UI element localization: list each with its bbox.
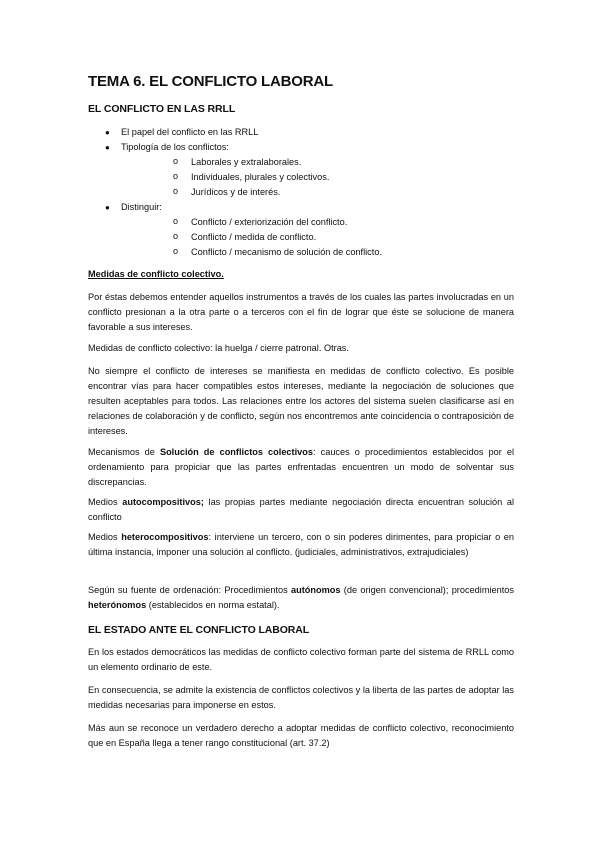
sub-bullet-item [121, 245, 514, 260]
sub-bullet-marker: o [173, 216, 179, 226]
sub-bullet-item [121, 185, 514, 200]
bullet-item [88, 200, 514, 260]
bullet-marker: ● [105, 203, 110, 212]
sub-bullet-text: Conflicto / medida de conflicto. [191, 232, 317, 242]
sub-bullet-text: Conflicto / mecanismo de solución de conflicto. [191, 247, 382, 257]
medidas-heading [88, 267, 514, 282]
section-heading-estado-conflicto: EL ESTADO ANTE EL CONFLICTO LABORAL [88, 624, 310, 636]
bold-term: heterónomos [88, 600, 147, 610]
sub-bullet-item [121, 230, 514, 245]
sub-bullet-marker: o [173, 156, 179, 166]
bullet-text: Distinguir: [121, 202, 162, 212]
sub-bullet-marker: o [173, 171, 179, 181]
sub-bullet-item [121, 170, 514, 185]
topic-bullet-list [88, 125, 514, 260]
fuente-ordenacion-paragraph [88, 583, 514, 613]
sub-bullet-text: Individuales, plurales y colectivos. [191, 172, 330, 182]
estado-paragraph-3: Más aun se reconoce un verdadero derecho a adoptar medidas de conflicto colectivo, reconocimiento que en España llega a tener rango constitucional (art. 37.2) [88, 723, 514, 748]
tipologia-sub-list [121, 155, 514, 200]
autocompositivos-paragraph [88, 495, 514, 525]
text-run: (establecidos en norma estatal). [146, 600, 280, 610]
mecanismos-paragraph [88, 445, 514, 490]
sub-bullet-item [121, 155, 514, 170]
section-heading-conflicto-rrll: EL CONFLICTO EN LAS RRLL [88, 103, 236, 115]
sub-bullet-marker: o [173, 186, 179, 196]
text-run: : interviene un tercero, con o sin poderes dirimentes, para propiciar o en última instancia, imponer una solución al conflicto. (judiciales, administrativos, extrajudiciales) [88, 532, 515, 557]
text-run: Mecanismos de [88, 447, 160, 457]
heterocompositivos-paragraph [88, 530, 514, 560]
text-run: Según su fuente de ordenación: Procedimientos [88, 585, 292, 595]
bullet-marker: ● [105, 128, 110, 137]
text-run: Medios [88, 497, 123, 507]
text-run: Medios [88, 532, 122, 542]
text-run: las propias partes mediante negociación directa encuentran solución al conflicto [88, 497, 514, 522]
bold-term: heterocompositivos [121, 532, 209, 542]
distinguir-sub-list [121, 215, 514, 260]
text-run: : cauces o procedimientos establecidos por el ordenamiento para propiciar que las partes enfrentadas encuentren un modo de solventar sus discrepancias. [88, 447, 514, 487]
document-title: TEMA 6. EL CONFLICTO LABORAL [88, 73, 333, 90]
medidas-paragraph-1: Por éstas debemos entender aquellos instrumentos a través de los cuales las partes involucradas en un conflicto presionan a la otra parte o a terceros con el fin de lograr que éste se solucione de manera favorable a sus intereses. [88, 292, 514, 332]
text-run: (de origen convencional); procedimientos [340, 585, 514, 595]
bold-term: autocompositivos; [122, 497, 204, 507]
sub-bullet-marker: o [173, 246, 179, 256]
bullet-item [88, 125, 514, 140]
sub-bullet-text: Laborales y extralaborales. [191, 157, 302, 167]
sub-bullet-text: Conflicto / exteriorización del conflicto. [191, 217, 348, 227]
sub-bullet-marker: o [173, 231, 179, 241]
bullet-item [88, 140, 514, 200]
medidas-heading-text: Medidas de conflicto colectivo. [88, 269, 224, 279]
bold-term: Solución de conflictos colectivos [159, 447, 313, 457]
sub-bullet-item [121, 215, 514, 230]
bullet-text: Tipología de los conflictos: [121, 142, 229, 152]
sub-bullet-text: Jurídicos y de interés. [191, 187, 281, 197]
bullet-text: El papel del conflicto en las RRLL [121, 127, 259, 137]
medidas-paragraph-3: No siempre el conflicto de intereses se manifiesta en medidas de conflicto colectivo. Es posible encontrar vías para hacer compatibles estos intereses, mediante la negociación de soluciones que resulten aceptables para todos. Las relaciones entre los actores del sistema suelen clasificarse así en relaciones de colaboración y de conflicto, según nos encontremos ante coincidencia o contraposición de intereses. [88, 366, 514, 436]
medidas-paragraph-2: Medidas de conflicto colectivo: la huelga / cierre patronal. Otras. [88, 343, 349, 353]
estado-paragraph-2: En consecuencia, se admite la existencia de conflictos colectivos y la liberta de las partes de adoptar las medidas necesarias para imponerse en estos. [88, 685, 514, 710]
bold-term: autónomos [291, 585, 341, 595]
estado-paragraph-1: En los estados democráticos las medidas de conflicto colectivo forman parte del sistema de RRLL como un elemento ordinario de este. [88, 647, 514, 672]
bullet-marker: ● [105, 143, 110, 152]
